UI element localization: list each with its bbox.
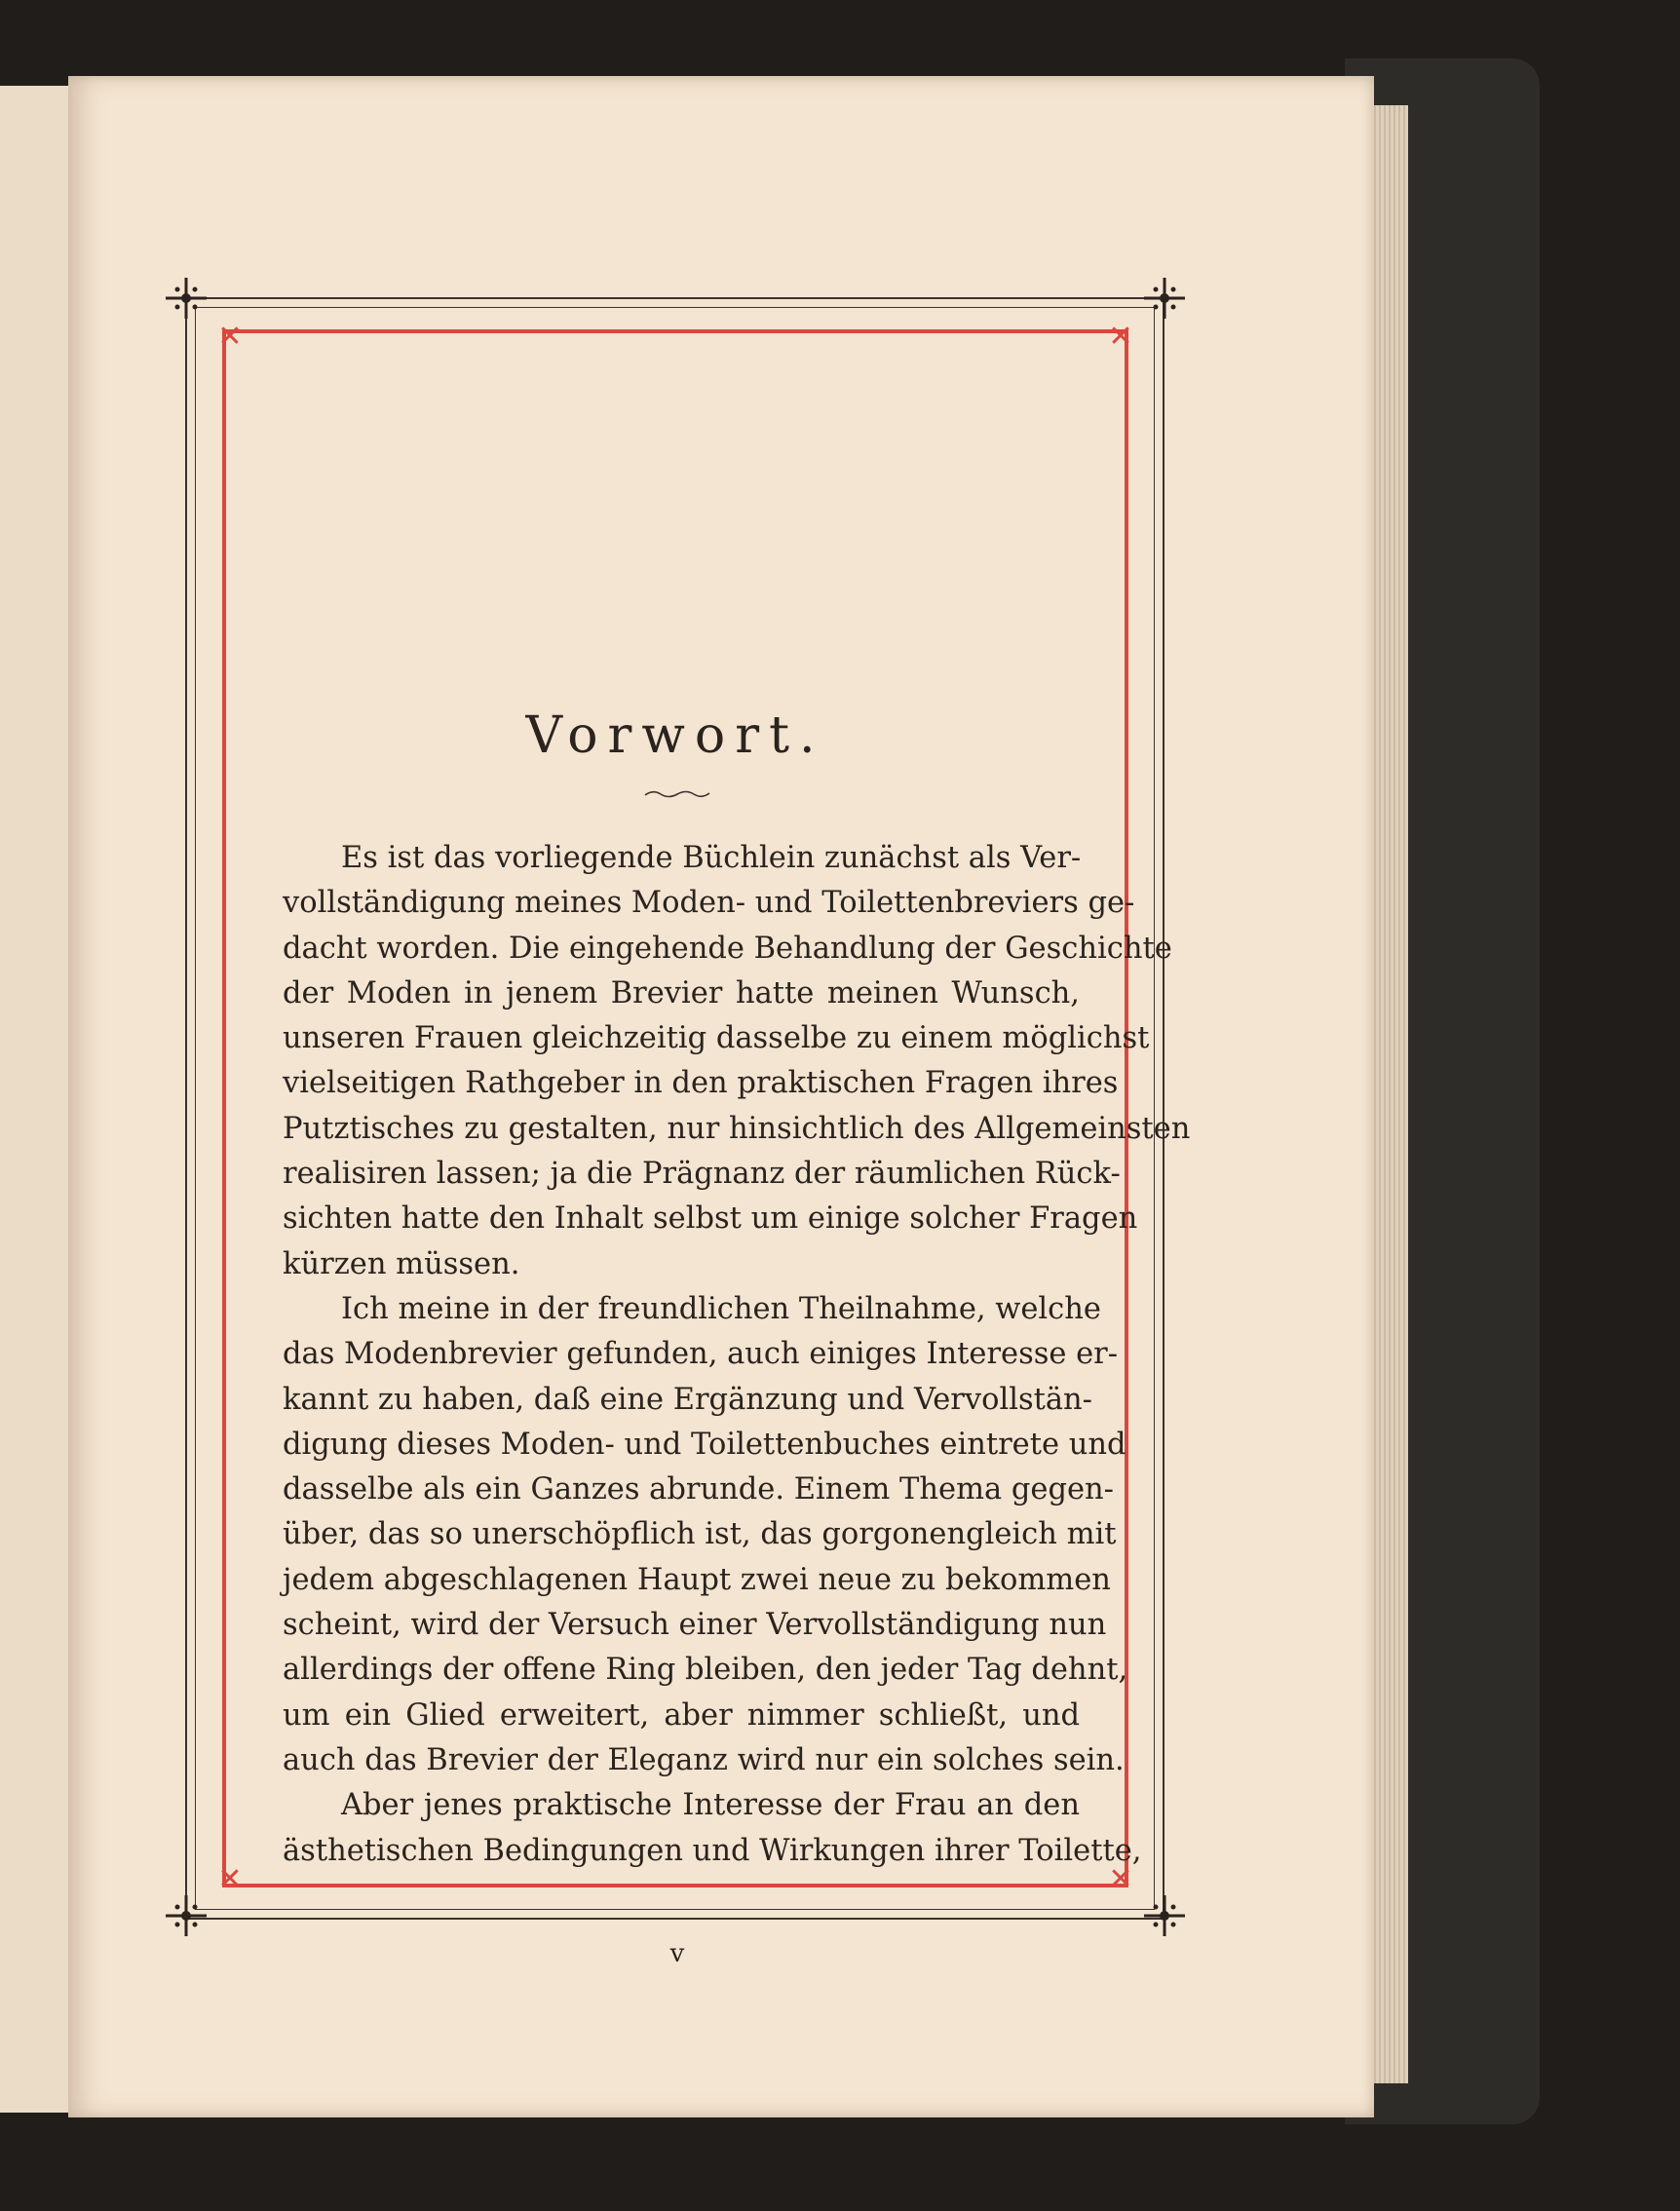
text-line: um ein Glied erweitert, aber nimmer schließt, und: [283, 1697, 1080, 1733]
text-line: jedem abgeschlagenen Haupt zwei neue zu bekommen: [283, 1562, 1111, 1597]
text-line: vollständigung meines Moden- und Toilettenbreviers ge-: [283, 886, 1135, 921]
swung-dash-ornament: [643, 787, 711, 801]
text-line: kürzen müssen.: [283, 1246, 520, 1281]
cross-ornament-icon: [1142, 276, 1187, 321]
cross-ornament-icon: [164, 276, 209, 321]
text-line: das Modenbrevier gefunden, auch einiges Interesse er-: [283, 1337, 1119, 1372]
text-line: der Moden in jenem Brevier hatte meinen Wunsch,: [283, 975, 1080, 1010]
text-line: unseren Frauen gleichzeitig dasselbe zu einem möglichst: [283, 1021, 1150, 1056]
x-mark-icon: ✕: [217, 320, 243, 354]
x-mark-icon: ✕: [1108, 320, 1133, 354]
text-line: vielseitigen Rathgeber in den praktischen Fragen ihres: [283, 1066, 1119, 1101]
paragraph: [283, 836, 1191, 1287]
page-title: Vorwort.: [525, 706, 825, 765]
x-mark-icon: ✕: [217, 1862, 243, 1896]
text-line: allerdings der offene Ring bleiben, den jeder Tag dehnt,: [283, 1653, 1128, 1688]
text-line: über, das so unerschöpflich ist, das gorgonengleich mit: [283, 1517, 1117, 1552]
text-line: Es ist das vorliegende Büchlein zunächst als Ver-: [341, 841, 1082, 875]
paragraph: [283, 1287, 1128, 1783]
paragraph: [283, 1783, 1142, 1874]
text-line: ästhetischen Bedingungen und Wirkungen ihrer Toilette,: [283, 1833, 1142, 1868]
text-line: Putztisches zu gestalten, nur hinsichtlich des Allgemeinsten: [283, 1111, 1191, 1146]
text-line: Aber jenes praktische Interesse der Frau an den: [341, 1788, 1080, 1823]
previous-page-edge: [0, 86, 69, 2113]
text-line: scheint, wird der Versuch einer Vervollständigung nun: [283, 1608, 1107, 1643]
text-line: digung dieses Moden- und Toilettenbuches eintrete und: [283, 1427, 1126, 1462]
text-line: sichten hatte den Inhalt selbst um einige solcher Fragen: [283, 1201, 1138, 1237]
text-line: Ich meine in der freundlichen Theilnahme, welche: [341, 1291, 1101, 1326]
x-mark-icon: ✕: [1108, 1862, 1133, 1896]
page-number: v: [669, 1939, 685, 1968]
cross-ornament-icon: [164, 1893, 209, 1938]
cross-ornament-icon: [1142, 1893, 1187, 1938]
text-line: realisiren lassen; ja die Prägnanz der räumlichen Rück-: [283, 1157, 1121, 1192]
text-line: dasselbe als ein Ganzes abrunde. Einem Thema gegen-: [283, 1472, 1114, 1507]
text-line: kannt zu haben, daß eine Ergänzung und Vervollstän-: [283, 1382, 1092, 1417]
text-line: auch das Brevier der Eleganz wird nur ein solches sein.: [283, 1742, 1125, 1777]
body-text: [283, 836, 1191, 1874]
text-line: dacht worden. Die eingehende Behandlung der Geschichte: [283, 931, 1172, 966]
